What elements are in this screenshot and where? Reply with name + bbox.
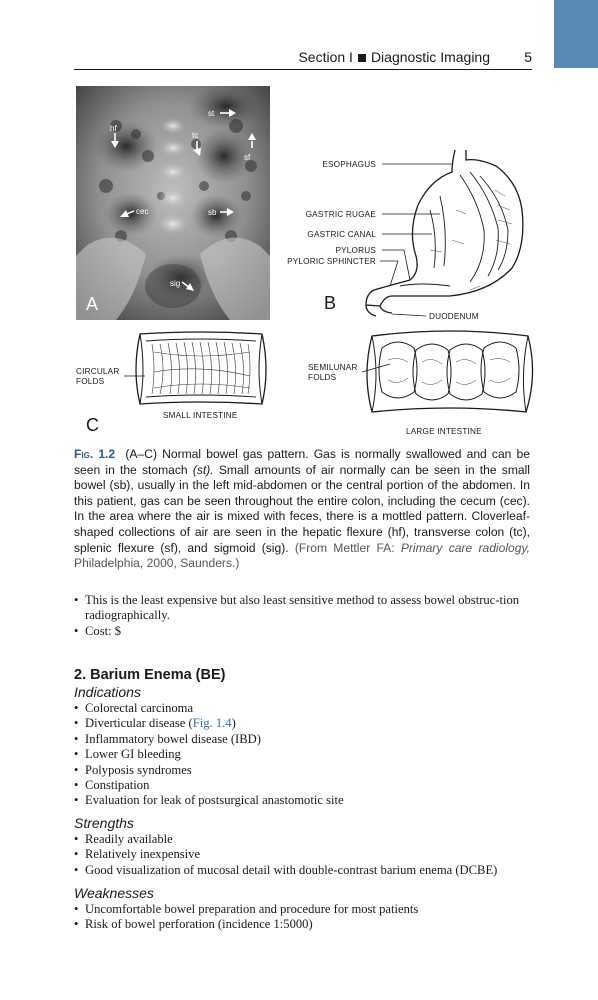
label-gastric-canal: GASTRIC CANAL bbox=[307, 230, 376, 239]
list-item: • Good visualization of mucosal detail with double-contrast barium enema (DCBE) bbox=[74, 863, 534, 878]
label-duodenum: DUODENUM bbox=[429, 312, 479, 321]
panel-label-c: C bbox=[86, 415, 99, 435]
figure-reference-link[interactable]: Fig. 1.4 bbox=[192, 716, 232, 731]
label-semilunar-folds-1: SEMILUNAR bbox=[308, 363, 358, 372]
page-number: 5 bbox=[524, 49, 532, 65]
label-gastric-rugae: GASTRIC RUGAE bbox=[305, 210, 376, 219]
xray-label-st: st bbox=[208, 109, 215, 118]
small-intestine-diagram bbox=[136, 332, 266, 404]
xray-label-sb: sb bbox=[208, 208, 217, 217]
list-item: • Uncomfortable bowel preparation and procedure for most patients bbox=[74, 902, 534, 917]
panel-label-a: A bbox=[86, 294, 99, 314]
caption-text-2: Small amounts of air normally can be seen in the small bowel (sb), usually in the left mid-abdomen or the central portion of the abdomen. In this patient, gas can be seen throughout the entire colon, including the cecum (cec). In the area where the air is mixed with feces, there is a mottled pattern. Cloverleaf-shaped collections of air are seen in the hepatic flexure (hf), transverse colon (tc), splenic flexure (sf), and sigmoid (sig). bbox=[74, 462, 530, 555]
xray-label-hf: hf bbox=[110, 124, 117, 133]
xray-label-sig: sig bbox=[170, 279, 181, 288]
caption-source-2: Philadelphia, 2000, Saunders.) bbox=[74, 556, 240, 571]
label-pylorus: PYLORUS bbox=[335, 246, 376, 255]
section-heading: 2. Barium Enema (BE) bbox=[74, 667, 226, 683]
list-item: • Lower GI bleeding bbox=[74, 747, 534, 762]
label-circular-folds-1: CIRCULAR bbox=[76, 367, 120, 376]
panel-label-b: B bbox=[324, 293, 337, 313]
list-item: • Inflammatory bowel disease (IBD) bbox=[74, 732, 534, 747]
figure-label: Fig. 1.2 bbox=[74, 447, 116, 461]
list-item: • Relatively inexpensive bbox=[74, 847, 534, 862]
list-item bbox=[74, 716, 534, 731]
anatomy-diagrams bbox=[0, 0, 598, 445]
ref-paren-close: ) bbox=[231, 716, 236, 731]
section-label: Section I bbox=[298, 49, 353, 65]
strengths-heading: Strengths bbox=[74, 815, 134, 831]
label-small-intestine: SMALL INTESTINE bbox=[163, 411, 238, 420]
list-item: • Risk of bowel perforation (incidence 1:5000) bbox=[74, 917, 534, 932]
label-large-intestine: LARGE INTESTINE bbox=[406, 427, 482, 436]
caption-source-title: Primary care radiology, bbox=[400, 540, 530, 555]
list-item: • Cost: $ bbox=[74, 624, 534, 639]
list-item: • Colorectal carcinoma bbox=[74, 701, 534, 716]
xray-label-sf: sf bbox=[244, 153, 251, 162]
xray-label-tc: tc bbox=[192, 131, 199, 140]
list-item: • Evaluation for leak of postsurgical anastomotic site bbox=[74, 793, 534, 808]
indications-heading: Indications bbox=[74, 684, 141, 700]
list-item: • Polyposis syndromes bbox=[74, 763, 534, 778]
intro-bullet-list bbox=[74, 593, 534, 639]
xray-label-cec: cec bbox=[136, 207, 149, 216]
list-item: • This is the least expensive but also least sensitive method to assess bowel obstruc-tion radiographically. bbox=[74, 593, 534, 624]
label-esophagus: ESOPHAGUS bbox=[322, 160, 376, 169]
weaknesses-list bbox=[74, 902, 534, 933]
ref-paren-open: ( bbox=[188, 716, 193, 731]
caption-st: (st). bbox=[192, 462, 214, 477]
list-item: • Readily available bbox=[74, 832, 534, 847]
label-circular-folds-2: FOLDS bbox=[76, 377, 105, 386]
strengths-list bbox=[74, 832, 534, 878]
indications-list bbox=[74, 701, 534, 809]
caption-source-1: (From Mettler FA: bbox=[288, 540, 401, 555]
weaknesses-heading: Weaknesses bbox=[74, 885, 154, 901]
section-title: Diagnostic Imaging bbox=[370, 49, 490, 65]
list-item: • Constipation bbox=[74, 778, 534, 793]
caption-text-1: (A–C) Normal bowel gas pattern. Gas is normally swallowed and can be seen in the stomach bbox=[74, 447, 530, 477]
list-item-text: Diverticular disease bbox=[85, 716, 189, 731]
stomach-diagram bbox=[366, 150, 523, 316]
large-intestine-diagram bbox=[367, 331, 533, 412]
label-semilunar-folds-2: FOLDS bbox=[308, 373, 337, 382]
label-pyloric-sphincter: PYLORIC SPHINCTER bbox=[287, 257, 376, 266]
figure-caption bbox=[74, 447, 530, 572]
